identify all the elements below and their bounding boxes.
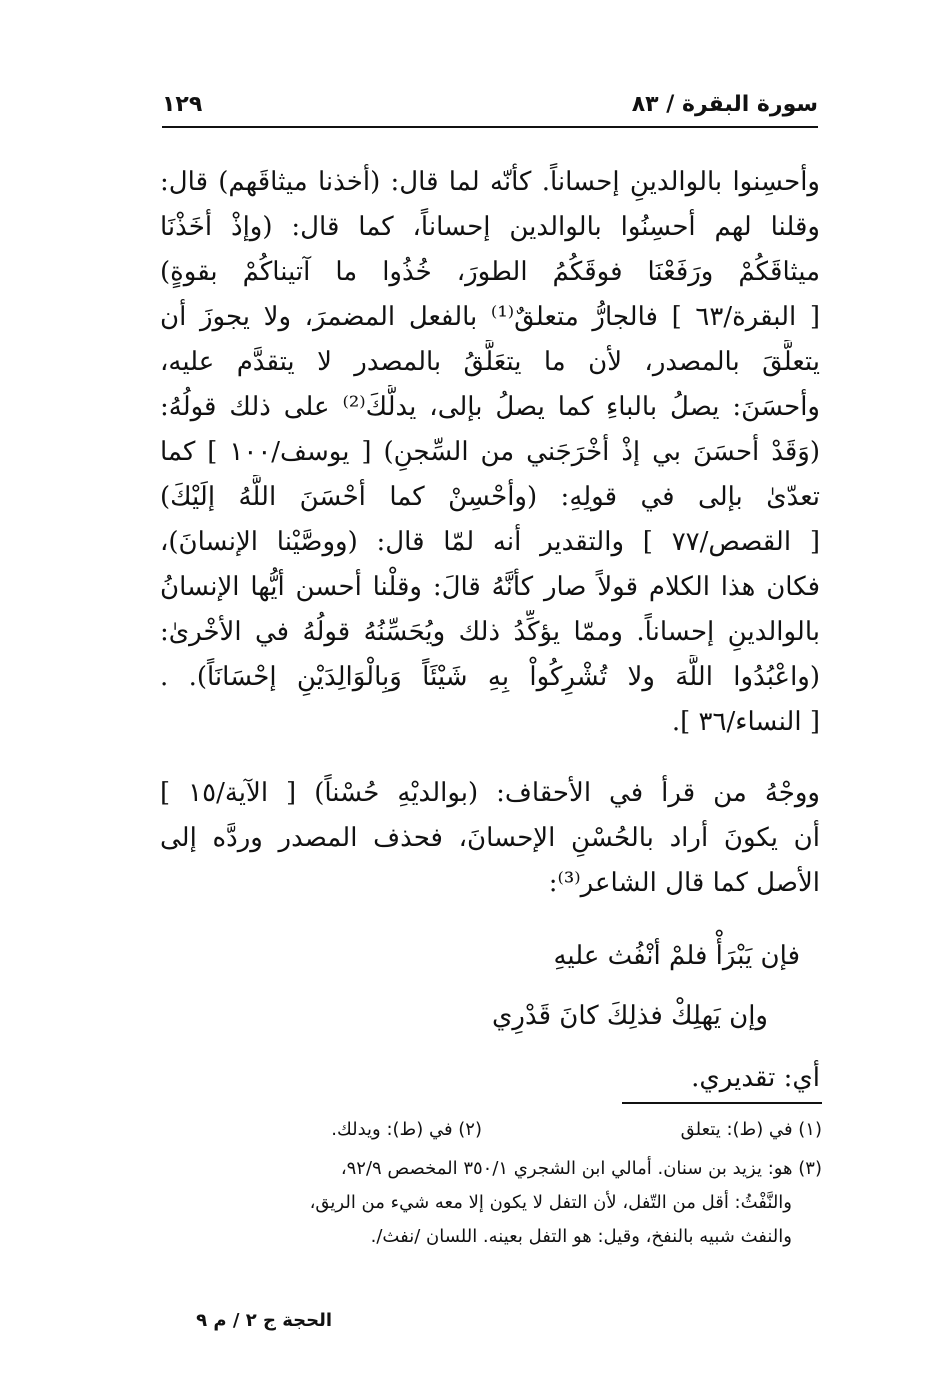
footnote-2: (٢) في (ط): ويدلك. [331, 1119, 482, 1140]
text-line: بالوالدينِ إحساناً. وممّا يؤكِّدُ ذلك ويُحَسِّنُهُ قولُهُ في الأخْرىٰ: [160, 617, 820, 647]
text-line: أن يكونَ أراد بالحُسْنِ الإحسانَ، فحذف المصدر وردَّه إلى [160, 823, 820, 853]
text-line: [ القصص/٧٧ ] والتقدير أنه لمّا قال: (ووصَّيْنا الإنسانَ)، [160, 527, 820, 557]
text-line: تعدّىٰ بإلى في قولِهِ: (وأحْسِنْ كما أحْسَنَ اللَّهُ إلَيْكَ) [160, 482, 820, 512]
paragraph-1 [160, 160, 820, 745]
page-number: ١٢٩ [162, 92, 203, 117]
printer-signature: الحجة ج ٢ / م ٩ [196, 1310, 332, 1331]
text-line: يتعلَّقَ بالمصدر، لأن ما يتعَلَّقُ بالمصدر لا يتقدَّم عليه، [160, 347, 820, 377]
footnote-separator [622, 1102, 822, 1104]
footnote-3: (٣) هو: يزيد بن سنان. أمالي ابن الشجري ٣٥٠/١ المخصص ٩٢/٩، [340, 1158, 822, 1179]
paragraph-2 [160, 771, 820, 906]
footnote-1: (١) في (ط): يتعلق [680, 1119, 822, 1140]
footnote-3-continuation: والنفث شبيه بالنفخ، وقيل: هو التفل بعينه. اللسان /نفث/. [370, 1226, 792, 1247]
text-line: فكان هذا الكلام قولاً صار كأنَّهُ قالَ: وقلْنا أحسن أيُّها الإنسانُ [160, 572, 820, 602]
running-title: سورة البقرة / ٨٣ [631, 92, 818, 117]
text-line: ووجْهُ من قرأ في الأحقاف: (بوالديْهِ حُسْناً) [ الآية/١٥ ] [160, 778, 820, 808]
hemistich: فإن يَبْرَأْ فلمْ أنْفُث عليهِ [553, 941, 800, 971]
text-line: الأصل كما قال الشاعر⁽³⁾: [548, 868, 820, 898]
gloss-line: أي: تقديري. [691, 1063, 820, 1093]
footnote-row [122, 1112, 822, 1148]
footnote-3-continuation: والنَّفْثُ: أقل من التّفل، لأن التفل لا يكون إلا معه شيء من الريق، [309, 1192, 792, 1213]
text-line: (وَقَدْ أحسَنَ بي إذْ أخْرَجَني من السِّجنِ) [ يوسف/١٠٠ ] كما [160, 437, 820, 467]
text-line: وقلنا لهم أحسِنُوا بالوالدين إحساناً، كما قال: (وإذْ أخَذْنَا [160, 212, 820, 242]
text-line: وأحسَنَ: يصلُ بالباءِ كما يصلُ بإلى، يدلُّكَ⁽²⁾ على ذلك قولُهُ: [160, 392, 820, 422]
text-line: وأحسِنوا بالوالدينِ إحساناً. كأنّه لما قال: (أخذنا ميثاقَهم) قال: [160, 167, 820, 197]
text-line: (واعْبُدُوا اللَّهَ ولا تُشْرِكُواْ بِهِ شَيْئَاً وَبِالْوَالِدَيْنِ إحْسَانَاً). . [160, 662, 820, 692]
main-text [160, 160, 820, 906]
hemistich: وإن يَهلِكْ فذلِكَ كانَ قَدْرِي [492, 1001, 768, 1031]
text-line: [ النساء/٣٦ ]. [671, 707, 820, 737]
footnotes [122, 1112, 822, 1254]
page-header [162, 92, 818, 128]
text-line: ميثاقَكُمْ ورَفَعْنَا فوقَكُمُ الطورَ، خُذُوا ما آتيناكُمْ بقوةٍ) [160, 257, 820, 287]
text-line: [ البقرة/٦٣ ] فالجارُّ متعلقٌ⁽¹⁾ بالفعل المضمرَ، ولا يجوزَ أن [160, 302, 820, 332]
